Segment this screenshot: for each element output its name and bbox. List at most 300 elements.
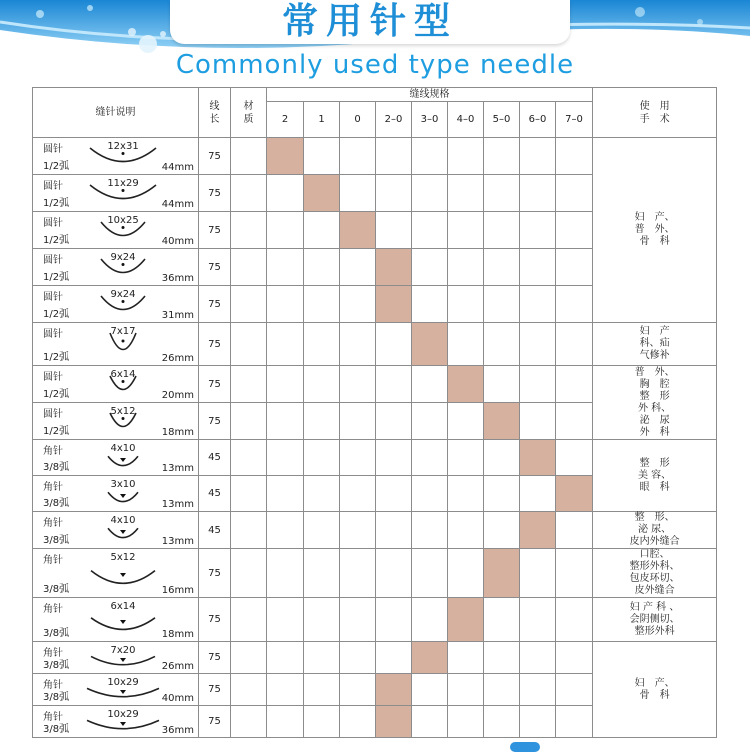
needle-description bbox=[33, 440, 199, 476]
spec-cell bbox=[267, 642, 304, 674]
needle-length: 13mm bbox=[161, 463, 194, 474]
needle-type: 圆针 bbox=[43, 218, 63, 229]
cutting-needle-triangle-icon bbox=[120, 658, 126, 662]
needle-length: 40mm bbox=[161, 693, 194, 704]
needle-description bbox=[33, 642, 199, 674]
spec-cell bbox=[267, 403, 304, 440]
needle-description bbox=[33, 512, 199, 549]
spec-cell bbox=[304, 512, 340, 549]
spec-cell bbox=[267, 706, 304, 738]
needle-length: 13mm bbox=[161, 499, 194, 510]
material-cell bbox=[231, 476, 267, 512]
spec-label: 5–0 bbox=[484, 102, 520, 138]
needle-size: 4x10 bbox=[110, 515, 136, 526]
spec-cell bbox=[412, 403, 448, 440]
spec-cell bbox=[520, 175, 556, 212]
spec-cell bbox=[556, 403, 593, 440]
spec-cell bbox=[304, 642, 340, 674]
spec-cell-filled bbox=[304, 175, 340, 212]
needle-arc: 1/2弧 bbox=[43, 235, 70, 246]
spec-cell bbox=[484, 642, 520, 674]
spec-cell bbox=[520, 212, 556, 249]
spec-cell bbox=[267, 323, 304, 366]
spec-cell bbox=[376, 366, 412, 403]
spec-cell bbox=[376, 549, 412, 598]
round-needle-dot-icon bbox=[122, 263, 125, 266]
round-needle-dot-icon bbox=[122, 300, 125, 303]
spec-cell bbox=[340, 706, 376, 738]
surgery-use-cell bbox=[593, 323, 717, 366]
thread-length-cell: 45 bbox=[199, 440, 231, 476]
spec-cell bbox=[267, 440, 304, 476]
thread-length-cell: 75 bbox=[199, 175, 231, 212]
spec-cell bbox=[267, 175, 304, 212]
spec-cell bbox=[556, 175, 593, 212]
spec-cell bbox=[556, 549, 593, 598]
material-cell bbox=[231, 674, 267, 706]
needle-length: 26mm bbox=[161, 661, 194, 672]
needle-table bbox=[32, 87, 717, 738]
title-english: Commonly used type needle bbox=[175, 50, 575, 80]
needle-description bbox=[33, 476, 199, 512]
material-cell bbox=[231, 642, 267, 674]
header-material bbox=[231, 88, 267, 138]
spec-cell-filled bbox=[484, 549, 520, 598]
spec-cell bbox=[340, 674, 376, 706]
needle-description bbox=[33, 674, 199, 706]
spec-cell bbox=[412, 476, 448, 512]
thread-length-cell: 75 bbox=[199, 212, 231, 249]
needle-arc: 3/8弧 bbox=[43, 584, 70, 595]
needle-description bbox=[33, 175, 199, 212]
needle-size: 6x14 bbox=[110, 601, 136, 612]
spec-cell bbox=[448, 212, 484, 249]
spec-cell bbox=[556, 440, 593, 476]
round-needle-dot-icon bbox=[122, 380, 125, 383]
spec-cell bbox=[304, 366, 340, 403]
spec-label: 0 bbox=[340, 102, 376, 138]
spec-cell-filled bbox=[412, 642, 448, 674]
spec-cell bbox=[376, 403, 412, 440]
cutting-needle-triangle-icon bbox=[120, 530, 126, 534]
spec-cell bbox=[520, 642, 556, 674]
surgery-use-cell bbox=[593, 512, 717, 549]
material-cell bbox=[231, 440, 267, 476]
thread-length-cell: 75 bbox=[199, 642, 231, 674]
spec-cell bbox=[448, 549, 484, 598]
spec-cell bbox=[304, 212, 340, 249]
spec-cell bbox=[520, 323, 556, 366]
needle-arc: 3/8弧 bbox=[43, 660, 70, 671]
needle-description bbox=[33, 403, 199, 440]
spec-cell bbox=[556, 323, 593, 366]
thread-length-cell: 75 bbox=[199, 403, 231, 440]
spec-cell bbox=[448, 706, 484, 738]
needle-arc: 3/8弧 bbox=[43, 628, 70, 639]
spec-cell bbox=[448, 674, 484, 706]
spec-cell bbox=[304, 549, 340, 598]
material-cell bbox=[231, 286, 267, 323]
spec-cell bbox=[304, 138, 340, 175]
needle-description bbox=[33, 286, 199, 323]
spec-cell bbox=[412, 674, 448, 706]
table-row bbox=[33, 440, 717, 476]
table-row bbox=[33, 598, 717, 642]
material-cell bbox=[231, 366, 267, 403]
header-material-text: 材 质 bbox=[243, 100, 254, 125]
spec-cell bbox=[412, 249, 448, 286]
spec-cell bbox=[484, 366, 520, 403]
needle-length: 44mm bbox=[161, 162, 194, 173]
needle-type: 圆针 bbox=[43, 292, 63, 303]
spec-cell bbox=[267, 366, 304, 403]
spec-cell bbox=[556, 642, 593, 674]
header-thread-length-text: 线 长 bbox=[209, 100, 220, 125]
spec-cell-filled bbox=[376, 249, 412, 286]
needle-size: 12x31 bbox=[107, 141, 139, 152]
title-chinese: 常用针型 bbox=[281, 1, 458, 42]
needle-type: 圆针 bbox=[43, 329, 63, 340]
header-spec-group: 缝线规格 bbox=[267, 88, 593, 102]
spec-cell bbox=[376, 476, 412, 512]
spec-cell bbox=[376, 323, 412, 366]
spec-cell bbox=[340, 138, 376, 175]
needle-description bbox=[33, 598, 199, 642]
spec-label: 6–0 bbox=[520, 102, 556, 138]
spec-cell bbox=[304, 403, 340, 440]
surgery-use-cell bbox=[593, 549, 717, 598]
spec-cell bbox=[556, 366, 593, 403]
spec-cell-filled bbox=[340, 212, 376, 249]
spec-cell bbox=[340, 476, 376, 512]
material-cell bbox=[231, 549, 267, 598]
spec-cell bbox=[267, 476, 304, 512]
spec-cell bbox=[484, 175, 520, 212]
header-desc: 缝针说明 bbox=[33, 88, 199, 138]
material-cell bbox=[231, 403, 267, 440]
spec-cell bbox=[448, 249, 484, 286]
spec-cell bbox=[556, 706, 593, 738]
spec-cell-filled bbox=[448, 598, 484, 642]
thread-length-cell: 75 bbox=[199, 674, 231, 706]
material-cell bbox=[231, 175, 267, 212]
spec-cell bbox=[448, 323, 484, 366]
spec-cell bbox=[484, 512, 520, 549]
needle-type: 角针 bbox=[43, 446, 63, 457]
spec-cell bbox=[520, 286, 556, 323]
spec-cell bbox=[520, 549, 556, 598]
spec-label: 7–0 bbox=[556, 102, 593, 138]
spec-cell bbox=[556, 598, 593, 642]
spec-cell bbox=[376, 642, 412, 674]
cutting-needle-triangle-icon bbox=[120, 620, 126, 624]
needle-size: 4x10 bbox=[110, 443, 136, 454]
spec-cell bbox=[304, 286, 340, 323]
spec-cell bbox=[448, 440, 484, 476]
needle-size: 7x20 bbox=[110, 645, 136, 656]
spec-cell bbox=[484, 323, 520, 366]
spec-cell bbox=[376, 598, 412, 642]
spec-cell bbox=[448, 476, 484, 512]
needle-type: 角针 bbox=[43, 518, 63, 529]
surgery-use-cell bbox=[593, 366, 717, 440]
needle-size: 5x12 bbox=[110, 406, 136, 417]
spec-cell bbox=[340, 549, 376, 598]
thread-length-cell: 75 bbox=[199, 598, 231, 642]
needle-size: 9x24 bbox=[110, 289, 136, 300]
spec-cell bbox=[520, 403, 556, 440]
surgery-use-cell bbox=[593, 642, 717, 738]
spec-cell bbox=[304, 706, 340, 738]
header-use-text: 使 用 手 术 bbox=[639, 100, 670, 125]
spec-cell bbox=[448, 286, 484, 323]
needle-arc: 1/2弧 bbox=[43, 426, 70, 437]
spec-label: 2–0 bbox=[376, 102, 412, 138]
surgery-use-text: 整 形 美 容、 眼 科 bbox=[637, 457, 672, 493]
spec-cell bbox=[448, 138, 484, 175]
table-row bbox=[33, 549, 717, 598]
spec-cell bbox=[484, 212, 520, 249]
round-needle-dot-icon bbox=[122, 152, 125, 155]
needle-arc: 3/8弧 bbox=[43, 724, 70, 735]
spec-cell bbox=[520, 706, 556, 738]
needle-type: 角针 bbox=[43, 648, 63, 659]
needle-length: 18mm bbox=[161, 427, 194, 438]
needle-size: 9x24 bbox=[110, 252, 136, 263]
spec-cell bbox=[267, 512, 304, 549]
thread-length-cell: 75 bbox=[199, 366, 231, 403]
needle-length: 44mm bbox=[161, 199, 194, 210]
needle-length: 18mm bbox=[161, 629, 194, 640]
cutting-needle-triangle-icon bbox=[120, 494, 126, 498]
spec-cell bbox=[484, 598, 520, 642]
spec-cell bbox=[340, 366, 376, 403]
table-row bbox=[33, 366, 717, 403]
spec-cell bbox=[484, 476, 520, 512]
needle-type: 角针 bbox=[43, 555, 63, 566]
spec-cell bbox=[556, 674, 593, 706]
spec-cell-filled bbox=[412, 323, 448, 366]
spec-cell bbox=[412, 549, 448, 598]
spec-cell bbox=[412, 440, 448, 476]
spec-cell bbox=[412, 138, 448, 175]
spec-cell bbox=[340, 249, 376, 286]
thread-length-cell: 45 bbox=[199, 512, 231, 549]
spec-cell bbox=[340, 512, 376, 549]
spec-cell bbox=[484, 706, 520, 738]
needle-type: 圆针 bbox=[43, 255, 63, 266]
spec-cell-filled bbox=[376, 674, 412, 706]
needle-length: 16mm bbox=[161, 585, 194, 596]
round-needle-dot-icon bbox=[122, 340, 125, 343]
spec-cell bbox=[556, 286, 593, 323]
spec-cell bbox=[304, 249, 340, 286]
spec-cell-filled bbox=[484, 403, 520, 440]
spec-cell bbox=[376, 212, 412, 249]
needle-length: 36mm bbox=[161, 273, 194, 284]
needle-arc: 1/2弧 bbox=[43, 198, 70, 209]
bottom-strip bbox=[0, 738, 750, 750]
thread-length-cell: 75 bbox=[199, 323, 231, 366]
needle-type: 圆针 bbox=[43, 409, 63, 420]
needle-length: 36mm bbox=[161, 725, 194, 736]
spec-cell bbox=[520, 476, 556, 512]
surgery-use-text: 口腔、 整形外科、 包皮环切、 皮外缝合 bbox=[629, 549, 680, 596]
material-cell bbox=[231, 323, 267, 366]
spec-cell bbox=[412, 212, 448, 249]
material-cell bbox=[231, 512, 267, 549]
spec-cell bbox=[267, 212, 304, 249]
needle-type: 圆针 bbox=[43, 144, 63, 155]
needle-description bbox=[33, 549, 199, 598]
spec-cell-filled bbox=[520, 440, 556, 476]
spec-cell bbox=[520, 249, 556, 286]
header-thread-length bbox=[199, 88, 231, 138]
needle-length: 13mm bbox=[161, 536, 194, 547]
spec-cell-filled bbox=[376, 706, 412, 738]
needle-length: 40mm bbox=[161, 236, 194, 247]
needle-arc: 3/8弧 bbox=[43, 692, 70, 703]
needle-type: 圆针 bbox=[43, 181, 63, 192]
table-row bbox=[33, 323, 717, 366]
table-row bbox=[33, 138, 717, 175]
spec-cell bbox=[448, 642, 484, 674]
spec-cell bbox=[412, 512, 448, 549]
spec-cell bbox=[376, 138, 412, 175]
needle-length: 31mm bbox=[161, 310, 194, 321]
cutting-needle-triangle-icon bbox=[120, 458, 126, 462]
header-use bbox=[593, 88, 717, 138]
spec-cell bbox=[267, 549, 304, 598]
needle-arc: 3/8弧 bbox=[43, 462, 70, 473]
spec-cell bbox=[340, 403, 376, 440]
spec-cell bbox=[304, 323, 340, 366]
spec-cell bbox=[412, 366, 448, 403]
spec-cell bbox=[376, 440, 412, 476]
needle-arc: 1/2弧 bbox=[43, 389, 70, 400]
spec-cell bbox=[484, 286, 520, 323]
surgery-use-text: 妇 产 科、疝 气修补 bbox=[639, 326, 670, 361]
surgery-use-cell bbox=[593, 440, 717, 512]
needle-arc: 1/2弧 bbox=[43, 161, 70, 172]
spec-cell bbox=[267, 674, 304, 706]
needle-size: 10x25 bbox=[107, 215, 139, 226]
spec-cell bbox=[340, 598, 376, 642]
needle-size: 3x10 bbox=[110, 479, 136, 490]
table-row bbox=[33, 642, 717, 674]
page-badge bbox=[510, 742, 540, 752]
material-cell bbox=[231, 212, 267, 249]
needle-description bbox=[33, 212, 199, 249]
spec-label: 1 bbox=[304, 102, 340, 138]
needle-description bbox=[33, 138, 199, 175]
needle-description bbox=[33, 249, 199, 286]
needle-description bbox=[33, 706, 199, 738]
spec-cell bbox=[448, 403, 484, 440]
spec-cell bbox=[340, 323, 376, 366]
surgery-use-cell bbox=[593, 138, 717, 323]
spec-cell bbox=[520, 366, 556, 403]
needle-size: 10x29 bbox=[107, 677, 139, 688]
spec-cell bbox=[412, 706, 448, 738]
spec-cell bbox=[304, 598, 340, 642]
thread-length-cell: 45 bbox=[199, 476, 231, 512]
spec-label: 2 bbox=[267, 102, 304, 138]
material-cell bbox=[231, 706, 267, 738]
surgery-use-text: 妇 产、 普 外、 骨 科 bbox=[634, 212, 675, 247]
needle-length: 26mm bbox=[161, 353, 194, 364]
needle-arc: 1/2弧 bbox=[43, 352, 70, 363]
needle-size: 10x29 bbox=[107, 709, 139, 720]
needle-arc: 1/2弧 bbox=[43, 272, 70, 283]
spec-cell bbox=[448, 512, 484, 549]
needle-arc: 1/2弧 bbox=[43, 309, 70, 320]
header-banner bbox=[0, 0, 750, 86]
spec-cell bbox=[412, 175, 448, 212]
material-cell bbox=[231, 598, 267, 642]
material-cell bbox=[231, 249, 267, 286]
needle-arc: 3/8弧 bbox=[43, 535, 70, 546]
thread-length-cell: 75 bbox=[199, 249, 231, 286]
surgery-use-text: 妇 产、 骨 科 bbox=[634, 677, 675, 701]
spec-cell-filled bbox=[520, 512, 556, 549]
needle-description bbox=[33, 323, 199, 366]
spec-cell bbox=[376, 512, 412, 549]
spec-cell bbox=[304, 440, 340, 476]
spec-cell bbox=[267, 249, 304, 286]
spec-cell bbox=[484, 249, 520, 286]
needle-description bbox=[33, 366, 199, 403]
spec-cell bbox=[340, 642, 376, 674]
spec-cell bbox=[304, 476, 340, 512]
surgery-use-text: 整 形、 泌 尿、 皮内外缝合 bbox=[629, 512, 680, 547]
cutting-needle-triangle-icon bbox=[120, 690, 126, 694]
spec-cell bbox=[376, 175, 412, 212]
spec-cell bbox=[556, 249, 593, 286]
needle-size: 11x29 bbox=[107, 178, 139, 189]
needle-size: 6x14 bbox=[110, 369, 136, 380]
spec-cell bbox=[412, 598, 448, 642]
spec-cell bbox=[412, 286, 448, 323]
table-row bbox=[33, 512, 717, 549]
spec-label: 3–0 bbox=[412, 102, 448, 138]
spec-cell-filled bbox=[448, 366, 484, 403]
thread-length-cell: 75 bbox=[199, 706, 231, 738]
cutting-needle-triangle-icon bbox=[120, 573, 126, 577]
surgery-use-text: 妇 产 科 、 会阴侧切、 整形外科 bbox=[629, 601, 680, 637]
needle-type: 角针 bbox=[43, 604, 63, 615]
needle-size: 5x12 bbox=[110, 552, 136, 563]
needle-length: 20mm bbox=[161, 390, 194, 401]
spec-cell bbox=[556, 138, 593, 175]
needle-arc: 3/8弧 bbox=[43, 498, 70, 509]
thread-length-cell: 75 bbox=[199, 138, 231, 175]
thread-length-cell: 75 bbox=[199, 286, 231, 323]
spec-cell-filled bbox=[376, 286, 412, 323]
spec-cell bbox=[556, 512, 593, 549]
spec-cell-filled bbox=[556, 476, 593, 512]
spec-cell bbox=[556, 212, 593, 249]
spec-label: 4–0 bbox=[448, 102, 484, 138]
spec-cell bbox=[520, 598, 556, 642]
spec-cell bbox=[484, 138, 520, 175]
spec-cell bbox=[520, 674, 556, 706]
round-needle-dot-icon bbox=[122, 226, 125, 229]
spec-cell bbox=[340, 286, 376, 323]
spec-cell bbox=[340, 440, 376, 476]
needle-size: 7x17 bbox=[110, 326, 136, 337]
material-cell bbox=[231, 138, 267, 175]
